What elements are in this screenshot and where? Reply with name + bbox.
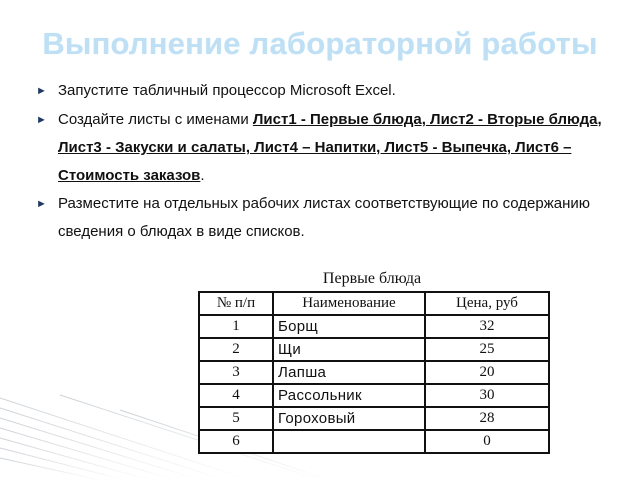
sheet-names: Лист1 - Первые блюда, Лист2 - Вторые блюда, Лист3 - Закуски и салаты, Лист4 – Напитки, Лист5 - Выпечка, Лист6 – Стоимость заказов xyxy=(58,111,602,184)
cell-name: Лапша xyxy=(273,361,425,384)
bullet-text: Создайте листы с именами xyxy=(58,111,253,128)
cell-price: 32 xyxy=(425,315,549,338)
cell-price: 25 xyxy=(425,338,549,361)
cell-name: Гороховый xyxy=(273,407,425,430)
header-name: Наименование xyxy=(273,292,425,315)
cell-number: 4 xyxy=(199,384,273,407)
first-courses-table xyxy=(198,291,550,454)
table-row xyxy=(199,338,549,361)
cell-number: 6 xyxy=(199,430,273,453)
cell-number: 2 xyxy=(199,338,273,361)
bullet-create-sheets xyxy=(36,106,608,190)
table-row xyxy=(199,430,549,453)
cell-number: 3 xyxy=(199,361,273,384)
cell-name xyxy=(273,430,425,453)
table-caption: Первые блюда xyxy=(322,270,422,287)
triangle-bullet-icon: ► xyxy=(36,198,47,210)
table-row xyxy=(199,315,549,338)
cell-name: Борщ xyxy=(273,315,425,338)
bullet-launch-excel xyxy=(36,80,608,102)
bullet-suffix: . xyxy=(200,167,205,184)
cell-price: 30 xyxy=(425,384,549,407)
cell-price: 20 xyxy=(425,361,549,384)
bullet-list xyxy=(36,80,608,246)
header-price: Цена, руб xyxy=(425,292,549,315)
bullet-text: Запустите табличный процессор Microsoft Excel. xyxy=(58,82,396,99)
table-header-row xyxy=(199,292,549,315)
bullet-text: Разместите на отдельных рабочих листах соответствующие по содержанию сведения о блюдах в виде списков. xyxy=(58,195,591,240)
cell-price: 28 xyxy=(425,407,549,430)
cell-name: Рассольник xyxy=(273,384,425,407)
table-row xyxy=(199,407,549,430)
slide-title: Выполнение лабораторной работы xyxy=(42,26,598,61)
table-row xyxy=(199,361,549,384)
cell-number: 5 xyxy=(199,407,273,430)
bullet-place-lists xyxy=(36,190,608,246)
triangle-bullet-icon: ► xyxy=(36,114,47,126)
triangle-bullet-icon: ► xyxy=(36,85,47,97)
table-row xyxy=(199,384,549,407)
header-number: № п/п xyxy=(199,292,273,315)
cell-name: Щи xyxy=(273,338,425,361)
cell-number: 1 xyxy=(199,315,273,338)
cell-price: 0 xyxy=(425,430,549,453)
